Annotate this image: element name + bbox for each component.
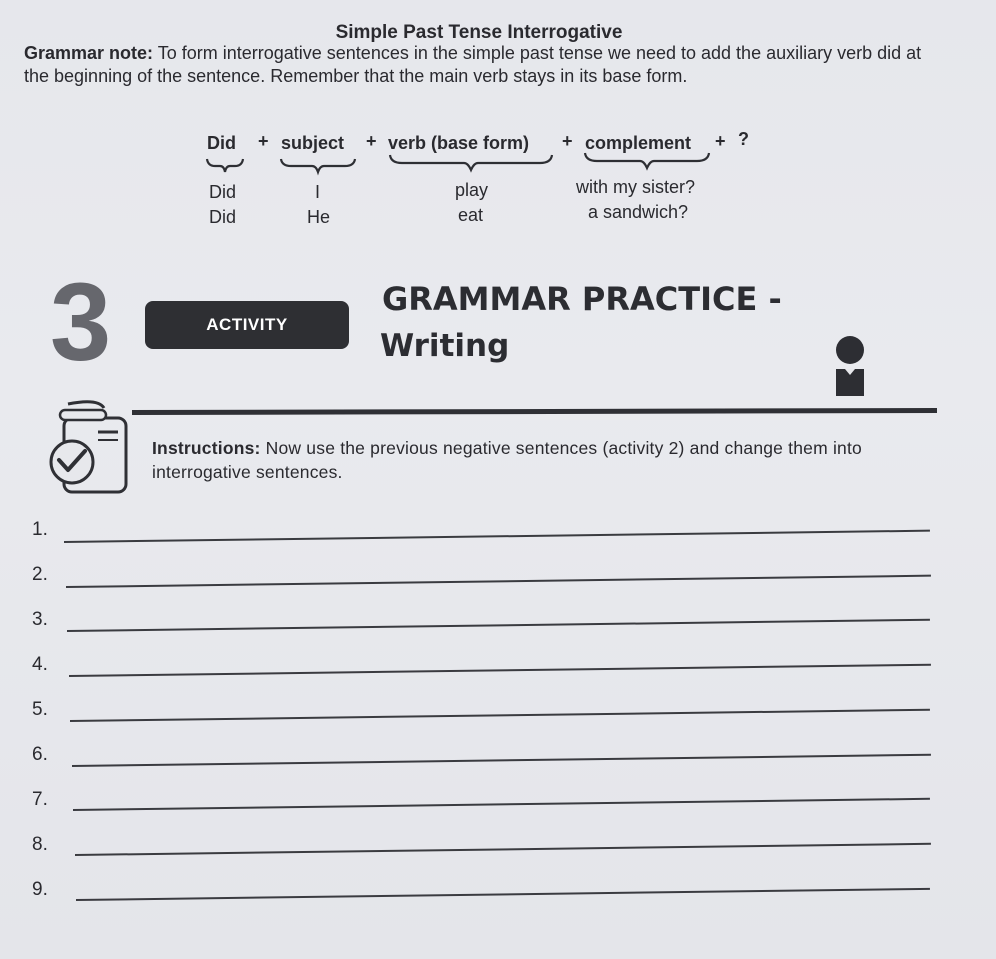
section-subtitle: Writing xyxy=(380,328,510,364)
answer-line-number: 4. xyxy=(32,654,48,675)
answer-line[interactable] xyxy=(64,530,930,543)
formula-complement: complement xyxy=(585,133,692,153)
formula-plus: + xyxy=(715,131,726,151)
formula-did: Did xyxy=(207,133,236,153)
answer-line-number: 6. xyxy=(32,744,48,765)
example-verb: play xyxy=(455,180,489,200)
answer-line-number: 7. xyxy=(32,789,48,810)
section-divider xyxy=(132,408,937,415)
example-subject: I xyxy=(315,182,321,202)
page-title: Simple Past Tense Interrogative xyxy=(335,22,623,43)
brace-icon xyxy=(279,156,357,176)
answer-line[interactable] xyxy=(73,798,930,811)
grammar-note-text: To form interrogative sentences in the simple past tense we need to add the auxiliary verb did at the beginning of the sentence. Remember that the main verb stays in its base form. xyxy=(24,43,922,86)
example-complement: a sandwich? xyxy=(588,202,689,222)
answer-line-row xyxy=(28,789,938,829)
person-icon-body xyxy=(836,369,864,396)
answer-line-number: 2. xyxy=(32,564,48,585)
answer-line-number: 9. xyxy=(32,879,48,900)
instructions xyxy=(152,436,922,484)
answer-line-number: 8. xyxy=(32,834,48,855)
formula-question-mark: ? xyxy=(738,129,749,149)
formula-verb: verb (base form) xyxy=(388,133,530,153)
section-title: GRAMMAR PRACTICE - xyxy=(382,280,782,318)
activity-badge xyxy=(145,301,349,349)
checklist-icon xyxy=(38,398,130,496)
answer-line-row xyxy=(28,609,938,649)
brace-icon xyxy=(388,152,554,174)
answer-line-number: 3. xyxy=(32,609,48,630)
answer-line[interactable] xyxy=(65,574,929,587)
example-complement: with my sister? xyxy=(576,177,696,197)
answer-line-number: 5. xyxy=(32,699,48,720)
instructions-label: Instructions: xyxy=(152,438,261,458)
answer-line[interactable] xyxy=(74,843,929,856)
formula-plus: + xyxy=(258,131,269,151)
activity-number: 3 xyxy=(50,261,112,384)
grammar-note-label: Grammar note: xyxy=(24,43,154,63)
answer-line-row xyxy=(28,879,938,919)
brace-icon xyxy=(583,150,711,172)
formula-subject: subject xyxy=(281,133,345,153)
example-subject: He xyxy=(307,207,331,227)
brace-icon xyxy=(205,156,245,176)
answer-line[interactable] xyxy=(68,664,929,677)
answer-line[interactable] xyxy=(70,709,930,722)
answer-line-row xyxy=(28,834,938,874)
answer-line-row xyxy=(28,564,938,604)
answer-line[interactable] xyxy=(71,753,929,766)
grammar-note xyxy=(24,42,924,88)
answer-line-row xyxy=(28,699,938,739)
instructions-text: Now use the previous negative sentences (activity 2) and change them into interrogative sentences. xyxy=(152,438,862,482)
example-did: Did xyxy=(209,182,237,202)
answer-line-number: 1. xyxy=(32,519,48,540)
person-icon xyxy=(836,336,864,364)
example-did: Did xyxy=(209,207,237,227)
answer-line-row xyxy=(28,744,938,784)
answer-line-row xyxy=(28,654,938,694)
activity-label: ACTIVITY xyxy=(206,315,288,334)
formula-plus: + xyxy=(366,131,377,151)
answer-line[interactable] xyxy=(67,619,930,632)
answer-line-row xyxy=(28,519,938,559)
answer-line[interactable] xyxy=(76,887,930,900)
example-verb: eat xyxy=(458,205,484,225)
formula-plus: + xyxy=(562,131,573,151)
